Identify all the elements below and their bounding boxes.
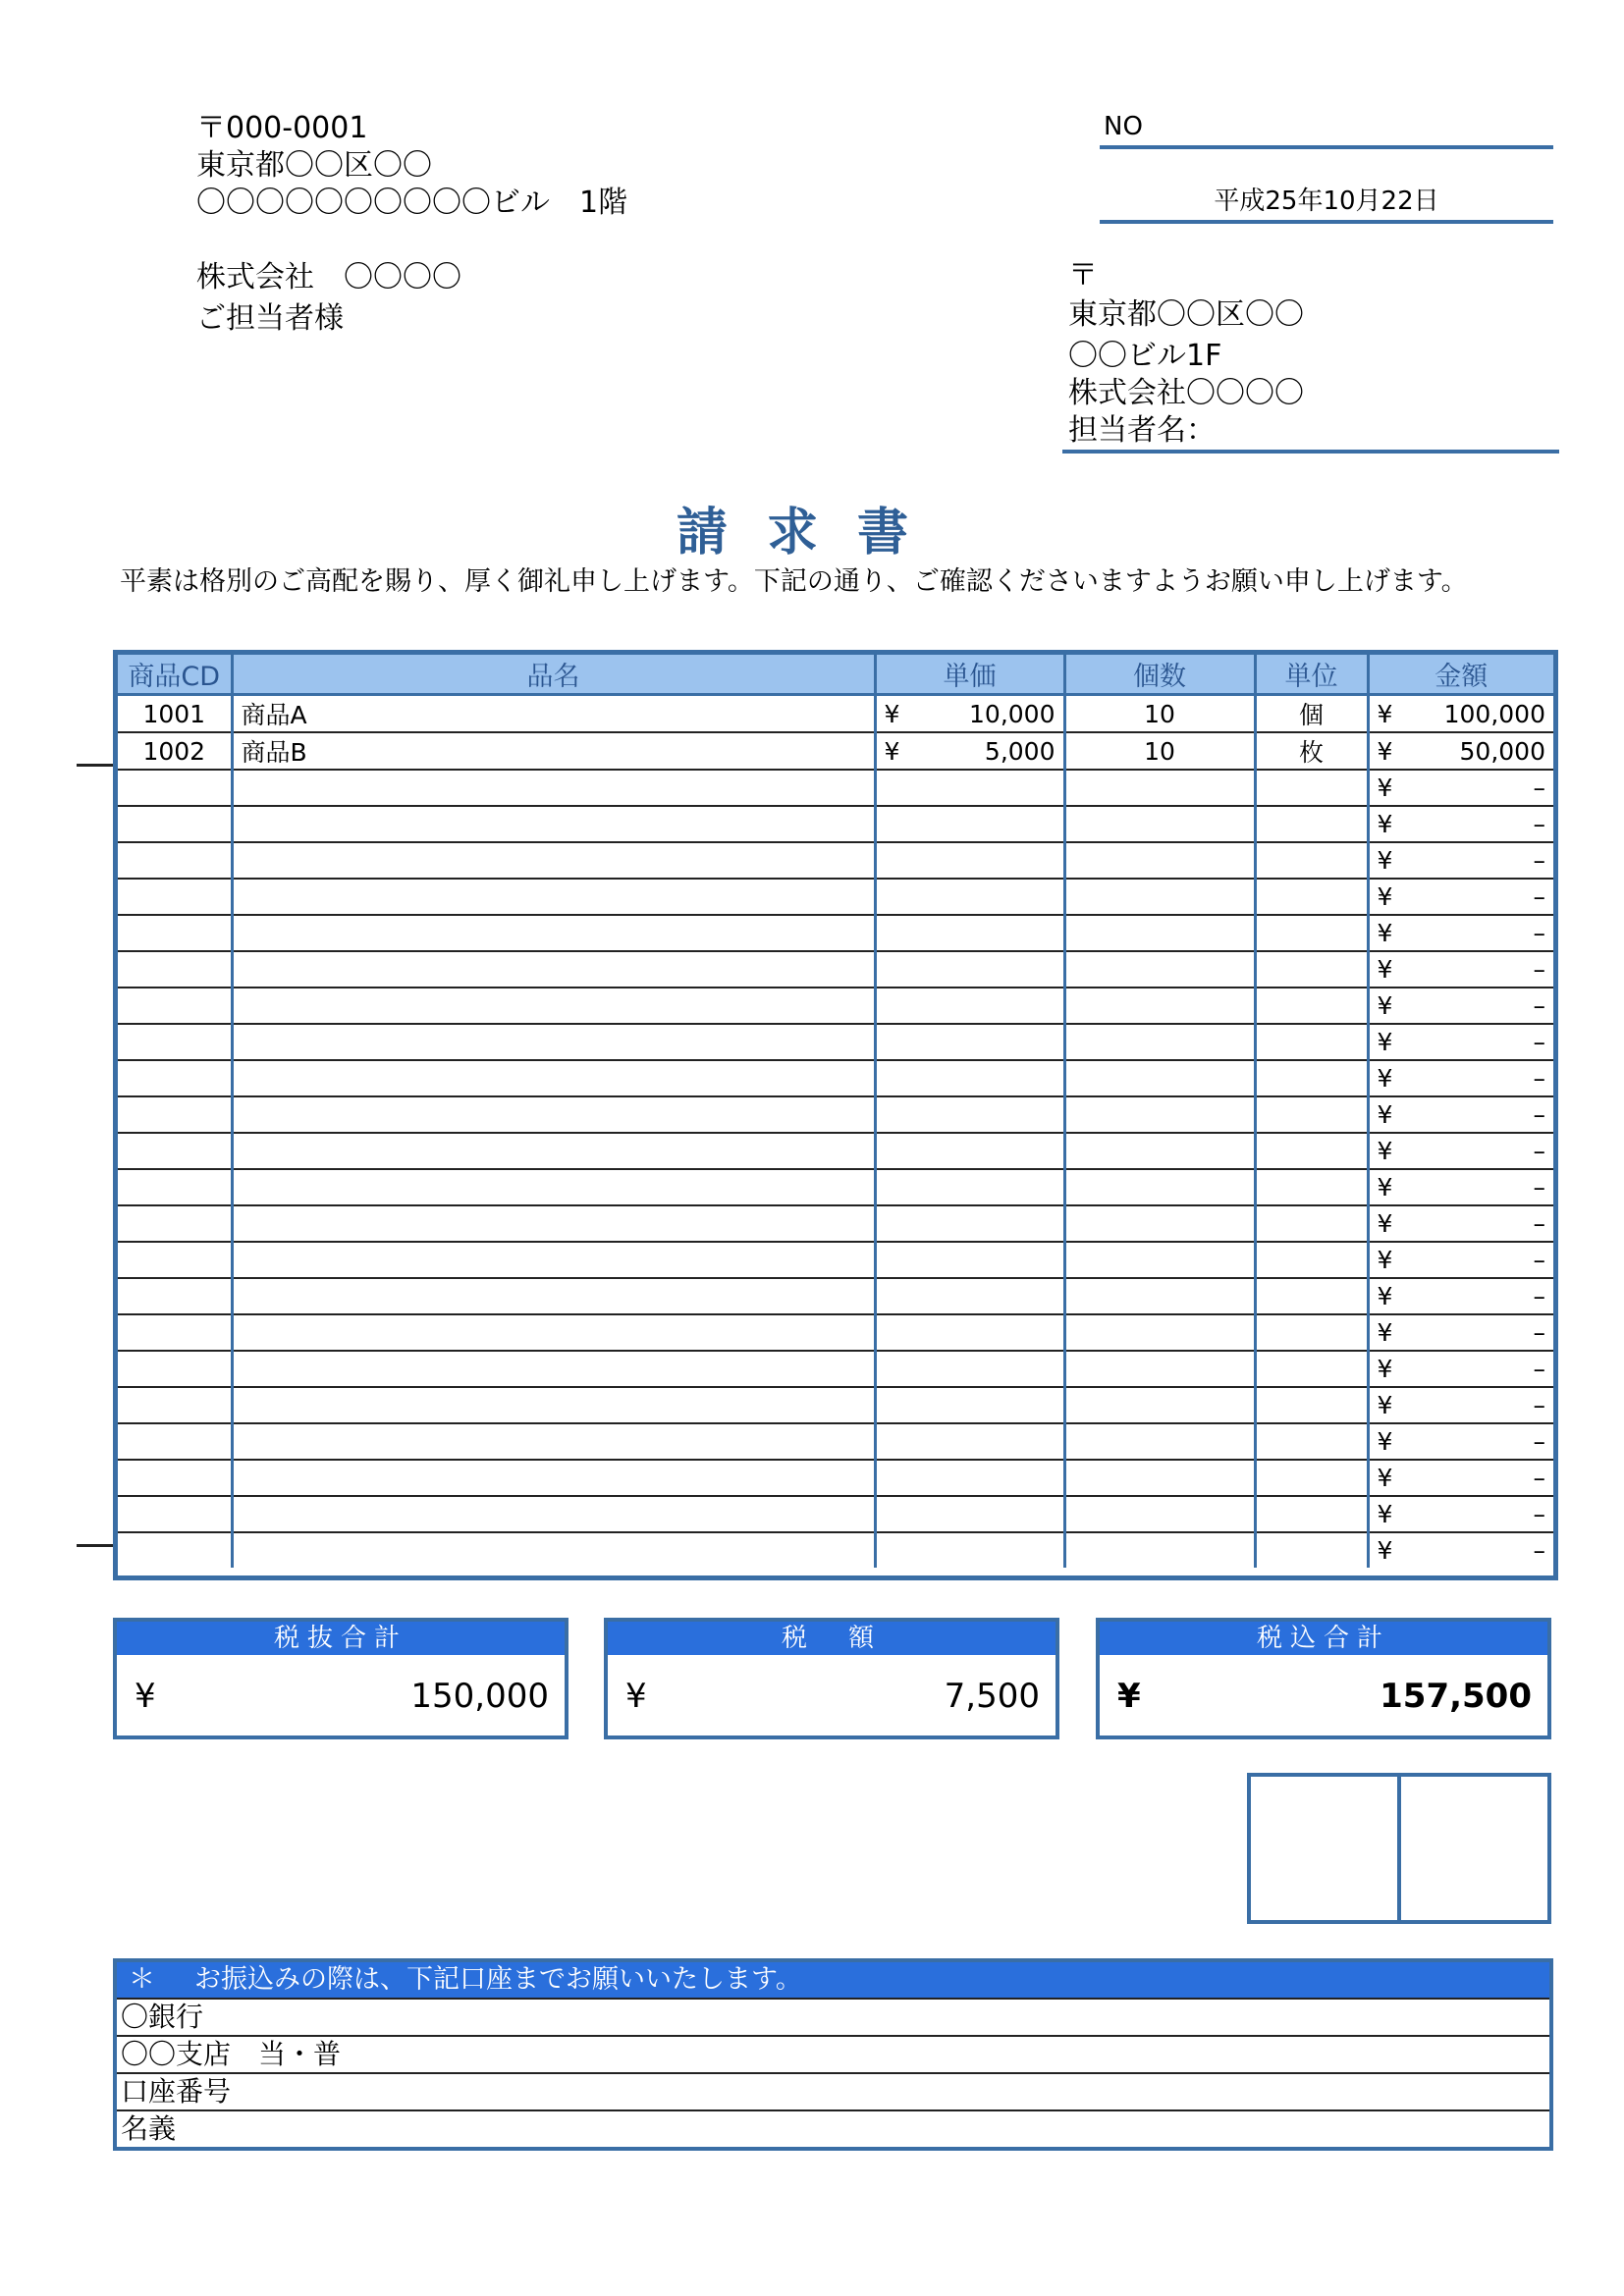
cell-code (118, 842, 232, 879)
cell-qty (1064, 806, 1255, 842)
cell-price (875, 915, 1064, 951)
table-row (118, 1387, 1553, 1423)
cell-price (875, 1133, 1064, 1169)
table-row (118, 1460, 1553, 1496)
amount-currency: ¥ (1377, 1173, 1393, 1201)
cell-qty (1064, 695, 1255, 733)
cell-amount (1368, 1532, 1553, 1568)
cell-price-text: 10,000 (969, 699, 1056, 728)
table-row (118, 1278, 1553, 1314)
bank-line-bank: 〇銀行 (117, 1998, 1549, 2035)
stamp-box-right (1401, 1777, 1547, 1920)
table-row (118, 988, 1553, 1024)
cell-amount (1368, 842, 1553, 879)
cell-price (875, 1496, 1064, 1532)
item-table-header (118, 655, 1553, 695)
cell-name (232, 951, 875, 988)
cell-code (118, 1205, 232, 1242)
cell-code (118, 915, 232, 951)
cell-unit (1255, 806, 1368, 842)
cell-unit (1255, 1314, 1368, 1351)
cell-code-text: 1001 (142, 699, 206, 728)
cell-amount-empty: – (1533, 955, 1545, 984)
table-row (118, 915, 1553, 951)
cell-amount (1368, 732, 1553, 770)
cell-unit (1255, 732, 1368, 770)
cell-amount (1368, 1169, 1553, 1205)
stamp-boxes (1247, 1773, 1551, 1924)
cell-unit (1255, 1096, 1368, 1133)
header-unit: 単位 (1255, 655, 1368, 695)
cell-unit (1255, 951, 1368, 988)
cell-unit (1255, 1024, 1368, 1060)
cell-qty (1064, 1460, 1255, 1496)
invoice-number-field (1100, 108, 1553, 149)
cell-name (232, 806, 875, 842)
cell-name (232, 1496, 875, 1532)
cell-qty (1064, 1314, 1255, 1351)
cell-qty (1064, 1351, 1255, 1387)
cell-qty (1064, 951, 1255, 988)
total-value: 157,500 (1380, 1677, 1532, 1716)
amount-currency: ¥ (1377, 1209, 1393, 1238)
cell-code (118, 770, 232, 806)
tax-currency: ¥ (625, 1677, 647, 1716)
cell-name (232, 1205, 875, 1242)
cell-price (875, 806, 1064, 842)
amount-currency: ¥ (1377, 882, 1393, 911)
cell-code (118, 732, 232, 770)
cell-qty (1064, 1242, 1255, 1278)
cell-amount-empty: – (1533, 1536, 1545, 1565)
cell-qty (1064, 842, 1255, 879)
cell-price (875, 1387, 1064, 1423)
cell-qty (1064, 1060, 1255, 1096)
cell-name (232, 988, 875, 1024)
cell-amount-empty: – (1533, 1282, 1545, 1310)
cell-amount (1368, 1351, 1553, 1387)
bank-line-holder: 名義 (117, 2109, 1549, 2147)
cell-amount-text: 50,000 (1459, 736, 1545, 766)
amount-currency: ¥ (1377, 699, 1393, 728)
amount-currency: ¥ (1377, 774, 1393, 802)
cell-qty (1064, 988, 1255, 1024)
cell-amount-empty: – (1533, 882, 1545, 911)
bank-header (117, 1962, 1549, 1998)
recipient-attn: ご担当者様 (196, 301, 344, 336)
cell-code (118, 1387, 232, 1423)
cell-code (118, 1314, 232, 1351)
invoice-date: 平成25年10月22日 (1214, 187, 1439, 216)
cell-unit (1255, 695, 1368, 733)
amount-currency: ¥ (1377, 1500, 1393, 1528)
greeting-text: 平素は格別のご高配を賜り、厚く御礼申し上げます。下記の通り、ご確認くださいますようお願い申し上げます。 (120, 566, 1468, 597)
cell-unit-text: 個 (1298, 701, 1324, 729)
cell-qty (1064, 1133, 1255, 1169)
amount-currency: ¥ (1377, 846, 1393, 875)
amount-currency: ¥ (1377, 1318, 1393, 1347)
cell-price (875, 1205, 1064, 1242)
table-row (118, 1351, 1553, 1387)
cell-price (875, 988, 1064, 1024)
cell-price (875, 1351, 1064, 1387)
cell-code (118, 1169, 232, 1205)
cell-price (875, 1096, 1064, 1133)
subtotal-currency: ¥ (135, 1677, 156, 1716)
cell-unit (1255, 1205, 1368, 1242)
cell-price (875, 1460, 1064, 1496)
cell-amount-empty: – (1533, 846, 1545, 875)
cell-amount-empty: – (1533, 1318, 1545, 1347)
cell-price (875, 1242, 1064, 1278)
cell-code (118, 1133, 232, 1169)
document-title: 請求書 (676, 504, 947, 562)
cell-qty (1064, 915, 1255, 951)
cell-amount (1368, 695, 1553, 733)
cell-unit (1255, 1532, 1368, 1568)
cell-name (232, 1532, 875, 1568)
amount-currency: ¥ (1377, 1100, 1393, 1129)
cell-code (118, 879, 232, 915)
recipient-postal: 〒000-0001 (196, 111, 368, 145)
cell-qty (1064, 1169, 1255, 1205)
bank-info (113, 1958, 1553, 2151)
cell-code (118, 1496, 232, 1532)
header-qty: 個数 (1064, 655, 1255, 695)
cell-qty (1064, 1096, 1255, 1133)
invoice-number-label: NO (1104, 112, 1143, 141)
table-row (118, 806, 1553, 842)
table-row (118, 1060, 1553, 1096)
cell-amount-empty: – (1533, 810, 1545, 838)
cell-name (232, 842, 875, 879)
cell-code (118, 1096, 232, 1133)
cell-amount (1368, 1205, 1553, 1242)
cell-price (875, 1423, 1064, 1460)
cell-qty-text: 10 (1144, 699, 1175, 728)
cell-amount (1368, 1387, 1553, 1423)
amount-currency: ¥ (1377, 1464, 1393, 1492)
cell-qty (1064, 1024, 1255, 1060)
cell-code-text: 1002 (142, 736, 206, 766)
cell-unit (1255, 1423, 1368, 1460)
recipient-address-1: 東京都〇〇区〇〇 (196, 148, 432, 183)
cell-qty (1064, 1205, 1255, 1242)
fold-mark-top (77, 764, 114, 767)
cell-amount (1368, 1242, 1553, 1278)
issuer-postal: 〒 (1068, 258, 1098, 293)
tax-label: 税 額 (608, 1622, 1056, 1655)
table-row (118, 1532, 1553, 1568)
cell-unit (1255, 1496, 1368, 1532)
table-row (118, 732, 1553, 770)
amount-currency: ¥ (1377, 1064, 1393, 1093)
cell-code (118, 951, 232, 988)
cell-unit (1255, 842, 1368, 879)
tax-box (604, 1618, 1059, 1739)
cell-amount-empty: – (1533, 1464, 1545, 1492)
cell-name (232, 1169, 875, 1205)
cell-name (232, 1060, 875, 1096)
table-row (118, 1205, 1553, 1242)
cell-unit (1255, 915, 1368, 951)
amount-currency: ¥ (1377, 1355, 1393, 1383)
cell-amount-empty: – (1533, 1064, 1545, 1093)
bank-header-star: ＊ (129, 1964, 155, 1995)
issuer-address-1: 東京都〇〇区〇〇 (1068, 297, 1304, 332)
cell-name (232, 915, 875, 951)
cell-name (232, 879, 875, 915)
cell-unit (1255, 770, 1368, 806)
cell-price (875, 951, 1064, 988)
table-row (118, 1169, 1553, 1205)
recipient-address-2: 〇〇〇〇〇〇〇〇〇〇ビル 1階 (196, 186, 628, 220)
cell-amount (1368, 1423, 1553, 1460)
issuer-address-2: 〇〇ビル1F (1068, 339, 1222, 373)
header-name: 品名 (232, 655, 875, 695)
amount-currency: ¥ (1377, 1536, 1393, 1565)
cell-qty (1064, 1496, 1255, 1532)
cell-amount (1368, 1024, 1553, 1060)
cell-unit (1255, 1133, 1368, 1169)
cell-name (232, 1133, 875, 1169)
cell-amount-empty: – (1533, 919, 1545, 947)
cell-amount-empty: – (1533, 1100, 1545, 1129)
header-code: 商品CD (118, 655, 232, 695)
cell-code (118, 1060, 232, 1096)
cell-name (232, 1096, 875, 1133)
cell-unit (1255, 879, 1368, 915)
cell-code (118, 1024, 232, 1060)
subtotal-value: 150,000 (410, 1677, 549, 1716)
cell-amount (1368, 1060, 1553, 1096)
bank-line-account: 口座番号 (117, 2072, 1549, 2109)
cell-amount (1368, 951, 1553, 988)
cell-unit (1255, 1169, 1368, 1205)
cell-amount (1368, 1314, 1553, 1351)
cell-amount-empty: – (1533, 1427, 1545, 1456)
cell-amount (1368, 1278, 1553, 1314)
cell-price (875, 732, 1064, 770)
cell-price (875, 1024, 1064, 1060)
table-row (118, 1314, 1553, 1351)
cell-qty (1064, 1278, 1255, 1314)
cell-price (875, 1314, 1064, 1351)
cell-unit (1255, 1460, 1368, 1496)
item-table (113, 650, 1558, 1580)
cell-name (232, 732, 875, 770)
amount-currency: ¥ (1377, 955, 1393, 984)
table-row (118, 1496, 1553, 1532)
cell-name (232, 1351, 875, 1387)
total-label: 税込合計 (1100, 1622, 1547, 1655)
cell-price (875, 1169, 1064, 1205)
cell-qty (1064, 1423, 1255, 1460)
cell-price (875, 770, 1064, 806)
table-row (118, 879, 1553, 915)
cell-amount (1368, 879, 1553, 915)
cell-unit-text: 枚 (1298, 738, 1324, 767)
cell-amount (1368, 770, 1553, 806)
cell-amount-text: 100,000 (1443, 699, 1545, 728)
table-row (118, 1133, 1553, 1169)
amount-currency: ¥ (1377, 810, 1393, 838)
bank-header-text: お振込みの際は、下記口座までお願いいたします。 (194, 1964, 802, 1995)
subtotal-box (113, 1618, 568, 1739)
cell-code (118, 1242, 232, 1278)
table-row (118, 1024, 1553, 1060)
cell-qty (1064, 770, 1255, 806)
invoice-date-field (1100, 183, 1553, 224)
cell-name (232, 1460, 875, 1496)
cell-amount-empty: – (1533, 1246, 1545, 1274)
cell-amount-empty: – (1533, 1391, 1545, 1419)
cell-qty (1064, 1532, 1255, 1568)
tax-value: 7,500 (944, 1677, 1040, 1716)
cell-price (875, 695, 1064, 733)
cell-name (232, 695, 875, 733)
cell-code (118, 1532, 232, 1568)
cell-name-text: 商品B (241, 738, 307, 767)
cell-unit (1255, 988, 1368, 1024)
cell-code (118, 1423, 232, 1460)
fold-mark-bottom (77, 1544, 114, 1547)
cell-price (875, 1532, 1064, 1568)
cell-unit (1255, 1060, 1368, 1096)
table-row (118, 695, 1553, 733)
total-currency: ¥ (1117, 1677, 1141, 1716)
table-row (118, 951, 1553, 988)
header-price: 単価 (875, 655, 1064, 695)
amount-currency: ¥ (1377, 991, 1393, 1020)
cell-unit (1255, 1242, 1368, 1278)
cell-unit (1255, 1387, 1368, 1423)
bank-line-branch: 〇〇支店 当・普 (117, 2035, 1549, 2072)
cell-amount-empty: – (1533, 774, 1545, 802)
cell-amount-empty: – (1533, 1209, 1545, 1238)
cell-name (232, 1423, 875, 1460)
table-row (118, 770, 1553, 806)
cell-code (118, 1351, 232, 1387)
stamp-box-left (1251, 1777, 1401, 1920)
header-amount: 金額 (1368, 655, 1553, 695)
cell-qty (1064, 879, 1255, 915)
cell-price (875, 1278, 1064, 1314)
cell-name (232, 770, 875, 806)
cell-qty (1064, 732, 1255, 770)
issuer-company: 株式会社〇〇〇〇 (1068, 376, 1304, 410)
cell-amount (1368, 806, 1553, 842)
cell-amount-empty: – (1533, 1173, 1545, 1201)
cell-amount-empty: – (1533, 1500, 1545, 1528)
cell-name (232, 1387, 875, 1423)
cell-price (875, 879, 1064, 915)
amount-currency: ¥ (1377, 1246, 1393, 1274)
table-row (118, 842, 1553, 879)
cell-code (118, 1460, 232, 1496)
cell-qty-text: 10 (1144, 736, 1175, 766)
cell-name (232, 1242, 875, 1278)
cell-name (232, 1024, 875, 1060)
cell-unit (1255, 1278, 1368, 1314)
amount-currency: ¥ (1377, 736, 1393, 766)
cell-name (232, 1314, 875, 1351)
cell-amount (1368, 1133, 1553, 1169)
cell-name-text: 商品A (241, 701, 307, 729)
cell-qty (1064, 1387, 1255, 1423)
amount-currency: ¥ (1377, 919, 1393, 947)
price-currency: ¥ (884, 699, 900, 728)
cell-amount (1368, 988, 1553, 1024)
cell-amount-empty: – (1533, 991, 1545, 1020)
cell-code (118, 695, 232, 733)
amount-currency: ¥ (1377, 1137, 1393, 1165)
price-currency: ¥ (884, 736, 900, 766)
cell-amount-empty: – (1533, 1028, 1545, 1056)
amount-currency: ¥ (1377, 1391, 1393, 1419)
cell-name (232, 1278, 875, 1314)
recipient-company: 株式会社 〇〇〇〇 (196, 260, 461, 294)
cell-price-text: 5,000 (984, 736, 1056, 766)
amount-currency: ¥ (1377, 1282, 1393, 1310)
total-box (1096, 1618, 1551, 1739)
cell-code (118, 1278, 232, 1314)
cell-amount (1368, 1096, 1553, 1133)
issuer-person: 担当者名： (1062, 412, 1559, 454)
cell-amount (1368, 1496, 1553, 1532)
cell-amount (1368, 1460, 1553, 1496)
cell-price (875, 1060, 1064, 1096)
table-row (118, 1096, 1553, 1133)
cell-price (875, 842, 1064, 879)
cell-code (118, 806, 232, 842)
subtotal-label: 税抜合計 (117, 1622, 565, 1655)
table-row (118, 1423, 1553, 1460)
cell-amount-empty: – (1533, 1137, 1545, 1165)
cell-amount-empty: – (1533, 1355, 1545, 1383)
cell-code (118, 988, 232, 1024)
cell-amount (1368, 915, 1553, 951)
table-row (118, 1242, 1553, 1278)
amount-currency: ¥ (1377, 1427, 1393, 1456)
amount-currency: ¥ (1377, 1028, 1393, 1056)
cell-unit (1255, 1351, 1368, 1387)
